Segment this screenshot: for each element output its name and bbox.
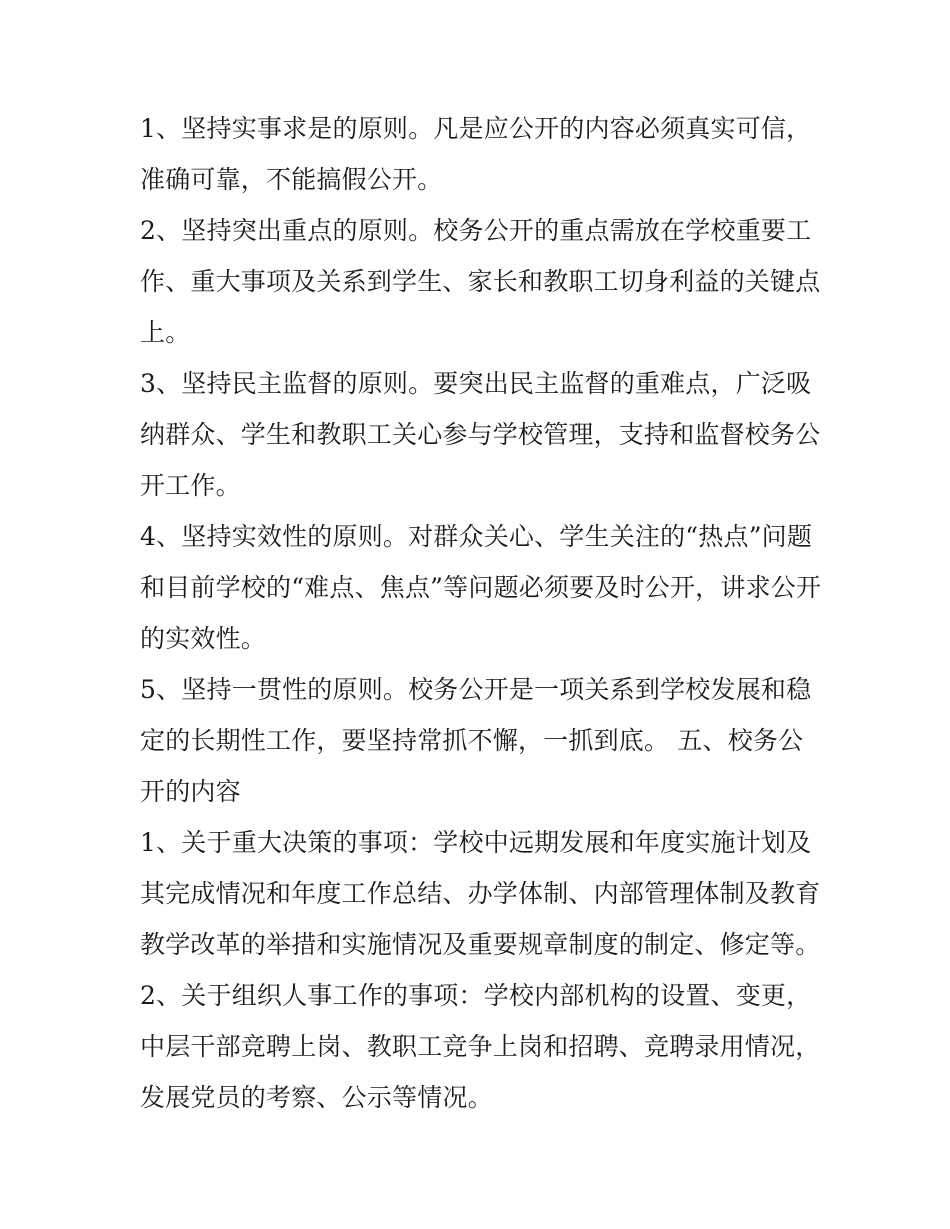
text-line: 的实效性。 (140, 624, 267, 653)
text-line: 3、坚持民主监督的原则。要突出民主监督的重难点，广泛吸 (140, 369, 812, 398)
text-line: 上。 (140, 318, 191, 347)
text-line: 准确可靠，不能搞假公开。 (140, 165, 443, 194)
paragraph-content-1 (140, 817, 830, 970)
text-line: 教学改革的举措和实施情况及重要规章制度的制定、修定等。 (140, 930, 821, 959)
text-line: 2、坚持突出重点的原则。校务公开的重点需放在学校重要工 (140, 216, 812, 245)
text-line: 其完成情况和年度工作总结、办学体制、内部管理体制及教育 (140, 879, 821, 908)
text-line: 4、坚持实效性的原则。对群众关心、学生关注的“热点”问题 (140, 522, 813, 551)
paragraph-principle-1 (140, 103, 830, 205)
text-line: 发展党员的考察、公示等情况。 (140, 1083, 493, 1112)
text-line: 开的内容 (140, 777, 241, 806)
document-body (140, 103, 830, 1123)
text-line: 和目前学校的“难点、焦点”等问题必须要及时公开，讲求公开 (140, 573, 822, 602)
paragraph-content-2 (140, 970, 830, 1123)
text-line: 1、关于重大决策的事项：学校中远期发展和年度实施计划及 (140, 828, 812, 857)
text-line: 纳群众、学生和教职工关心参与学校管理，支持和监督校务公 (140, 420, 821, 449)
text-line: 1、坚持实事求是的原则。凡是应公开的内容必须真实可信， (140, 114, 812, 143)
text-line: 开工作。 (140, 471, 241, 500)
paragraph-principle-2 (140, 205, 830, 358)
text-line: 作、重大事项及关系到学生、家长和教职工切身利益的关键点 (140, 267, 821, 296)
text-line: 2、关于组织人事工作的事项：学校内部机构的设置、变更， (140, 981, 812, 1010)
paragraph-principle-3 (140, 358, 830, 511)
paragraph-principle-5 (140, 664, 830, 817)
text-line: 定的长期性工作，要坚持常抓不懈，一抓到底。 五、校务公 (140, 726, 804, 755)
paragraph-principle-4 (140, 511, 830, 664)
text-line: 5、坚持一贯性的原则。校务公开是一项关系到学校发展和稳 (140, 675, 812, 704)
text-line: 中层干部竞聘上岗、教职工竞争上岗和招聘、竞聘录用情况， (140, 1032, 821, 1061)
